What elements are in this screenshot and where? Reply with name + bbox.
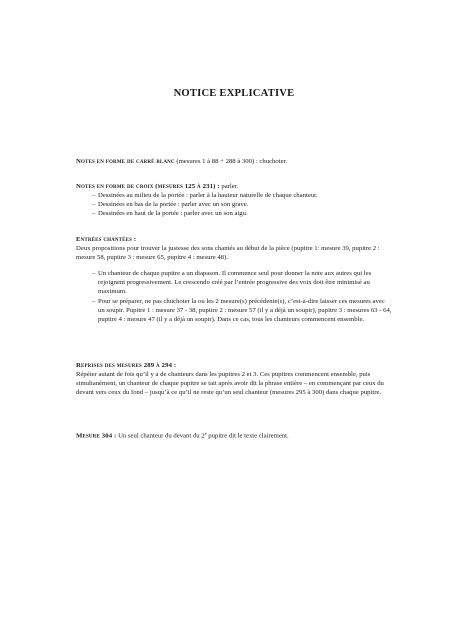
mesure304-heading: Mesure 304 :: [76, 432, 117, 440]
croix-paragraph: [76, 182, 392, 191]
dash-icon: –: [92, 210, 96, 218]
list-item: – Dessinées en bas de la portée : parler avec un son grave.: [92, 201, 249, 209]
section-entrees: [76, 235, 392, 324]
dash-icon: –: [92, 201, 96, 209]
croix-text: parler.: [219, 183, 239, 190]
dash-icon: –: [92, 270, 96, 278]
reprises-heading: Reprises des mesures 289 à 294 :: [76, 362, 177, 369]
section-croix: [76, 182, 392, 218]
dash-icon: –: [92, 192, 96, 200]
reprises-text: Répéter autant de fois qu’il y a de chanteurs dans les pupitres 2 et 3. Ces pupitres commencent ensemble, puis simultanément, un chanteur de chaque pupitre se tait après avoir dit la phrase entière – en commençant par ceux du devant vers ceux du fond – jusqu’à ce qu’il ne reste qu’un seul chanteur (mesures 295 à 300) dans chaque pupitre.: [76, 371, 384, 397]
section-carre-blanc: [76, 157, 392, 166]
section-mesure-304: [76, 429, 392, 441]
croix-heading: Notes en forme de croix (mesures 125 à 231) :: [76, 183, 220, 190]
entrees-heading: Entrées chantées :: [76, 236, 137, 243]
page-title: NOTICE EXPLICATIVE: [173, 88, 295, 99]
carre-blanc-heading: Notes en forme de carré blanc: [76, 158, 175, 165]
section-reprises: [76, 361, 392, 397]
mesure304-paragraph: Mesure 304 : Un seul chanteur du devant du 2e pupitre dit le texte clairement.: [76, 431, 289, 440]
reprises-heading-line: [76, 361, 392, 370]
entrees-intro: Deux propositions pour trouver la justesse des sons chantés au début de la pièce (pupitre 1: mesure 39, pupitre 2 : mesure 58, pupitre 3 : mesure 65, pupitre 4 : mesure 48).: [76, 245, 380, 262]
carre-blanc-paragraph: [76, 157, 392, 166]
dash-icon: –: [92, 297, 96, 305]
list-item: – Dessinées au milieu de la portée : parler à la hauteur naturelle de chaque chanteur.: [92, 192, 318, 200]
list-item: – Un chanteur de chaque pupitre a un diapason. Il commence seul pour donner la note aux autres qui les rejoignent progressivement. Le crescendo créé par l’entrée progressive des voix doit être minimisé au maximum.: [92, 270, 372, 296]
croix-list: [76, 191, 392, 218]
list-item: – Pour se préparer, ne pas chuchoter la ou les 2 mesure(s) précédente(s), c’est-à-dire laisser ces mesures avec un soupir. Pupitre 1 : mesure 37 - 38, pupitre 2 : mesure 57 (il y a déjà un soupir), pupitre 3 : mesures 63 - 64, pupitre 4 : mesure 47 (il y a déjà un soupir). Dans ce cas, tous les chanteurs commencent ensemble.: [92, 297, 392, 323]
entrees-heading-line: [76, 235, 392, 244]
entrees-list: [76, 269, 392, 324]
carre-blanc-text: (mesures 1 à 88 + 288 à 300) : chuchoter.: [174, 158, 288, 165]
list-item: – Dessinées en haut de la portée : parler avec un son aigu.: [92, 210, 248, 218]
